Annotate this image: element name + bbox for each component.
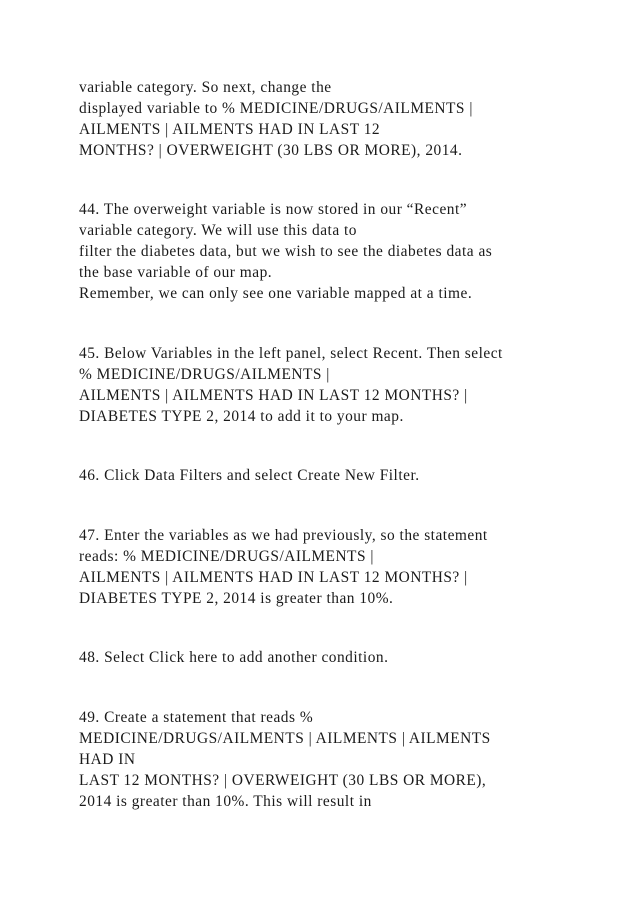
text-line: variable category. So next, change the [79, 79, 332, 96]
text-line: 48. Select Click here to add another condition. [79, 649, 389, 666]
text-line: 46. Click Data Filters and select Create New Filter. [79, 467, 420, 484]
text-line: LAST 12 MONTHS? | OVERWEIGHT (30 LBS OR MORE), [79, 772, 487, 789]
text-line: AILMENTS | AILMENTS HAD IN LAST 12 MONTHS? | [79, 387, 468, 404]
text-line: HAD IN [79, 751, 136, 768]
paragraph-step-46 [79, 465, 609, 486]
text-line: MEDICINE/DRUGS/AILMENTS | AILMENTS | AILMENTS [79, 730, 491, 747]
text-line: 44. The overweight variable is now stored in our “Recent” [79, 201, 468, 218]
text-line: AILMENTS | AILMENTS HAD IN LAST 12 MONTHS? | [79, 569, 468, 586]
text-line: 49. Create a statement that reads % [79, 709, 314, 726]
text-line: MONTHS? | OVERWEIGHT (30 LBS OR MORE), 2014. [79, 142, 463, 159]
paragraph-step-45 [79, 343, 609, 427]
text-line: AILMENTS | AILMENTS HAD IN LAST 12 [79, 121, 381, 138]
paragraph-step-48 [79, 647, 609, 668]
paragraph-step-44 [79, 199, 609, 304]
paragraph-overweight-intro [79, 77, 609, 161]
text-line: Remember, we can only see one variable mapped at a time. [79, 285, 473, 302]
text-line: filter the diabetes data, but we wish to see the diabetes data as [79, 243, 493, 260]
text-line: DIABETES TYPE 2, 2014 to add it to your map. [79, 408, 404, 425]
text-line: reads: % MEDICINE/DRUGS/AILMENTS | [79, 548, 374, 565]
text-line: 2014 is greater than 10%. This will result in [79, 793, 372, 810]
paragraph-step-49 [79, 707, 609, 812]
text-line: % MEDICINE/DRUGS/AILMENTS | [79, 366, 330, 383]
text-line: displayed variable to % MEDICINE/DRUGS/AILMENTS | [79, 100, 473, 117]
text-line: 45. Below Variables in the left panel, select Recent. Then select [79, 345, 503, 362]
text-line: DIABETES TYPE 2, 2014 is greater than 10%. [79, 590, 394, 607]
text-line: the base variable of our map. [79, 264, 273, 281]
paragraph-step-47 [79, 525, 609, 609]
text-line: variable category. We will use this data to [79, 222, 357, 239]
text-line: 47. Enter the variables as we had previously, so the statement [79, 527, 488, 544]
